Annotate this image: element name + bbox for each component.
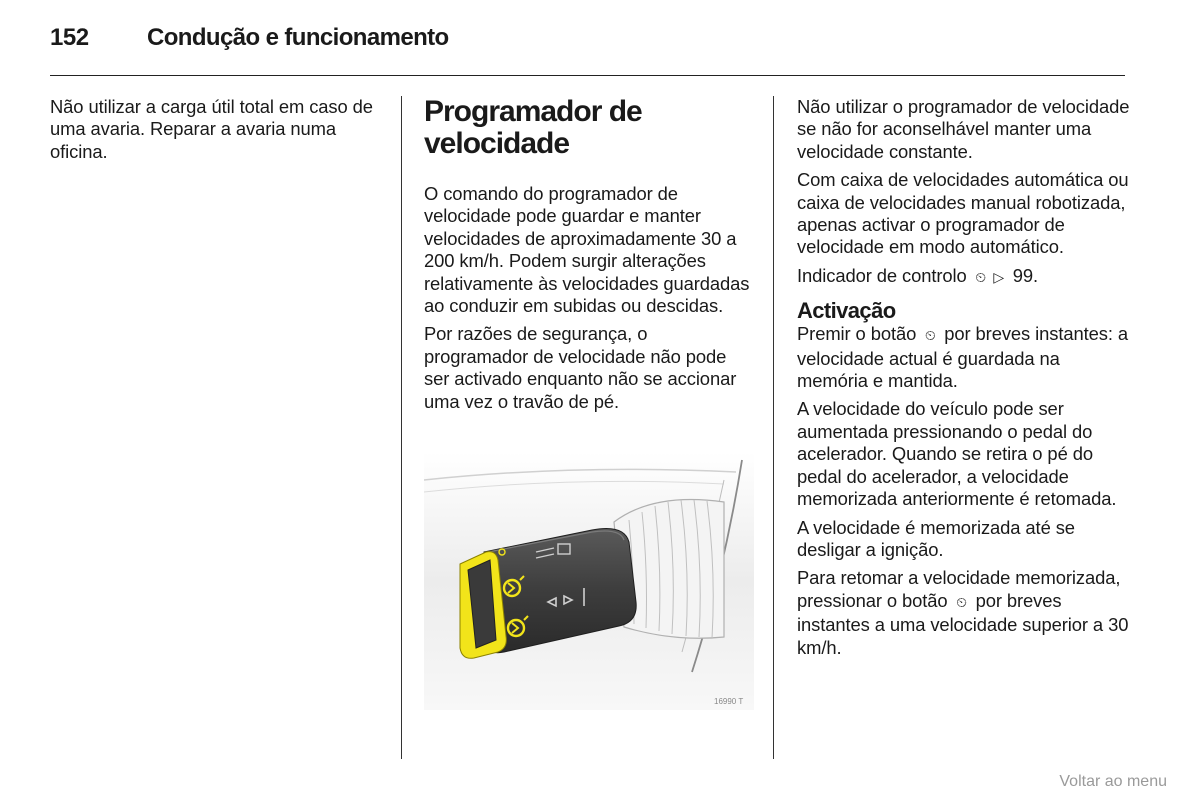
left-column bbox=[50, 96, 385, 169]
header-divider bbox=[50, 75, 1125, 76]
paragraph: Não utilizar a carga útil total em caso de uma avaria. Reparar a avaria numa oficina. bbox=[50, 96, 373, 162]
middle-column bbox=[424, 96, 754, 419]
resume-button-icon: ⏲ bbox=[956, 594, 967, 611]
section-title: Condução e funcionamento bbox=[147, 24, 449, 51]
column-divider-left bbox=[401, 96, 402, 759]
reference-arrow-icon: ▷ bbox=[993, 269, 1005, 286]
page-number: 152 bbox=[50, 24, 89, 51]
column-divider-right bbox=[773, 96, 774, 759]
figure-label: 16990 T bbox=[714, 697, 744, 706]
back-to-menu-link[interactable]: Voltar ao menu bbox=[1059, 773, 1167, 790]
cruise-control-icon: ⏲ bbox=[975, 269, 987, 286]
paragraph: O comando do programador de velocidade pode guardar e manter velocidades de aproximadamente 30 a 200 km/h. Podem surgir alterações relativamente às velocidades guardadas ao conduzir em subidas ou descidas. bbox=[424, 183, 750, 317]
page-header bbox=[50, 24, 449, 56]
page-reference: 99. bbox=[1012, 264, 1038, 286]
paragraph: Não utilizar o programador de velocidade se não for aconselhável manter uma velocidade constante. bbox=[797, 96, 1130, 162]
set-button-icon: ⏲ bbox=[924, 328, 936, 345]
indicator-line bbox=[797, 265, 1132, 289]
paragraph: Premir o botão ⏲ por breves instantes: a velocidade actual é guardada na memória e mantida. bbox=[797, 323, 1129, 392]
indicator-text: Indicador de controlo bbox=[797, 264, 967, 286]
paragraph: Por razões de segurança, o programador de velocidade não pode ser activado enquanto não se accionar uma vez o travão de pé. bbox=[424, 323, 737, 412]
subsection-heading: Activação bbox=[797, 298, 896, 324]
section-heading: Programador de velocidade bbox=[424, 95, 642, 160]
paragraph: A velocidade é memorizada até se desligar a ignição. bbox=[797, 516, 1075, 560]
paragraph: A velocidade do veículo pode ser aumentada pressionando o pedal do acelerador. Quando se retira o pé do pedal do acelerador, a velocidade memorizada anteriormente é retomada. bbox=[797, 398, 1117, 510]
right-column bbox=[797, 96, 1132, 665]
cruise-control-lever-illustration bbox=[424, 452, 754, 710]
paragraph: Com caixa de velocidades automática ou caixa de velocidades manual robotizada, apenas activar o programador de velocidade em modo automático. bbox=[797, 169, 1129, 258]
paragraph: Para retomar a velocidade memorizada, pressionar o botão ⏲ por breves instantes a uma velocidade superior a 30 km/h. bbox=[797, 567, 1129, 658]
